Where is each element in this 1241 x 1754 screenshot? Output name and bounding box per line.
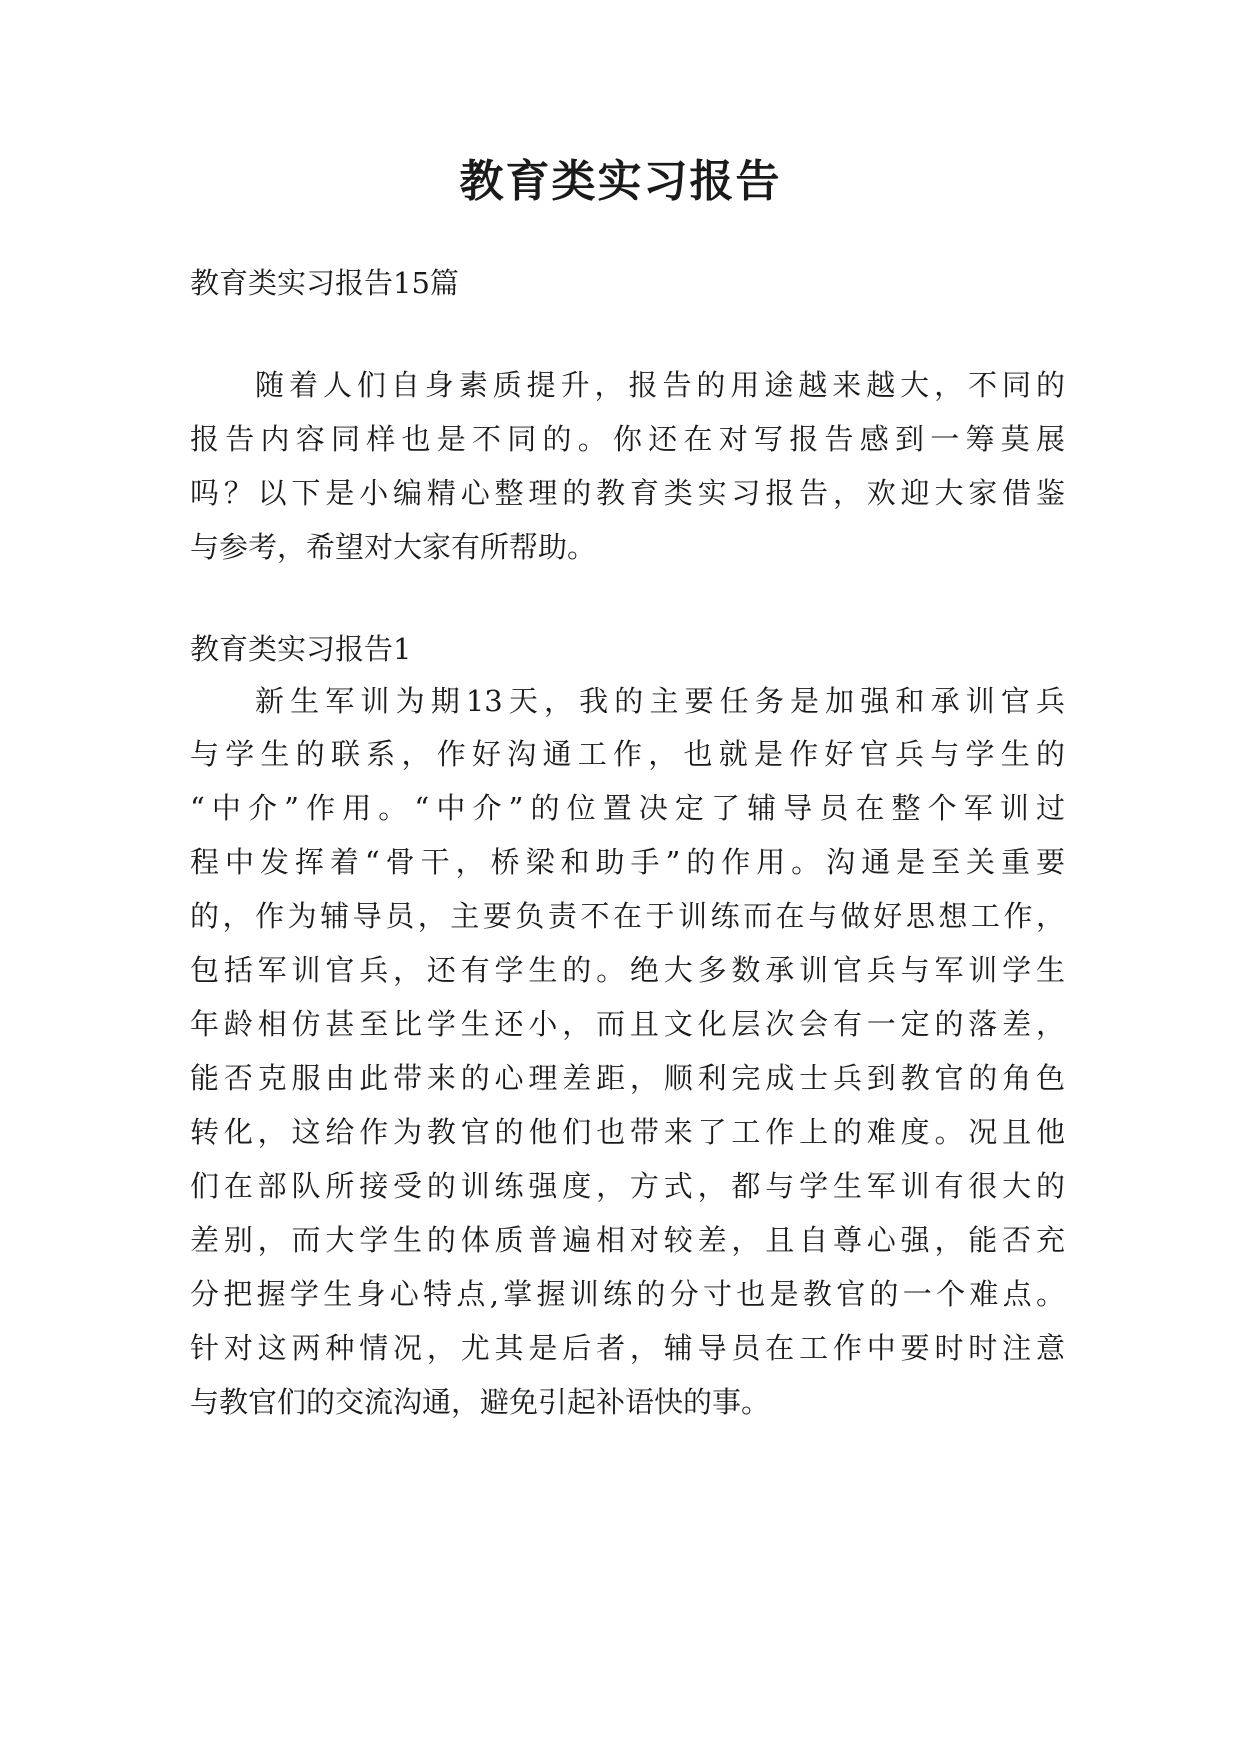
- body-line: 的，作为辅导员，主要负责不在于训练而在与做好思想工作，: [190, 899, 1065, 933]
- section-heading: 教育类实习报告1: [190, 632, 412, 666]
- body-line: 能否克服由此带来的心理差距，顺利完成士兵到教官的角色: [190, 1061, 1065, 1095]
- body-line: 包括军训官兵，还有学生的。绝大多数承训官兵与军训学生: [190, 953, 1065, 987]
- intro-line: 吗？以下是小编精心整理的教育类实习报告，欢迎大家借鉴: [190, 476, 1065, 510]
- intro-line: 报告内容同样也是不同的。你还在对写报告感到一筹莫展: [190, 422, 1065, 456]
- body-line: 年龄相仿甚至比学生还小，而且文化层次会有一定的落差，: [190, 1007, 1065, 1041]
- intro-line: 与参考，希望对大家有所帮助。: [190, 530, 597, 564]
- body-line: 转化，这给作为教官的他们也带来了工作上的难度。况且他: [190, 1115, 1065, 1149]
- document-title: 教育类实习报告: [459, 156, 782, 207]
- intro-line: 随着人们自身素质提升，报告的用途越来越大，不同的: [255, 368, 1065, 402]
- body-line: 差别，而大学生的体质普遍相对较差，且自尊心强，能否充: [190, 1223, 1065, 1257]
- body-line: 分把握学生身心特点,掌握训练的分寸也是教官的一个难点。: [190, 1277, 1065, 1311]
- body-line: 新生军训为期13天，我的主要任务是加强和承训官兵: [255, 684, 1065, 718]
- body-line: 与教官们的交流沟通，避免引起补语快的事。: [190, 1385, 771, 1419]
- body-line: “中介”作用。“中介”的位置决定了辅导员在整个军训过: [190, 791, 1065, 825]
- document-subtitle: 教育类实习报告15篇: [190, 266, 459, 300]
- body-line: 们在部队所接受的训练强度，方式，都与学生军训有很大的: [190, 1169, 1065, 1203]
- body-line: 与学生的联系，作好沟通工作，也就是作好官兵与学生的: [190, 737, 1065, 771]
- body-line: 程中发挥着“骨干，桥梁和助手”的作用。沟通是至关重要: [190, 845, 1065, 879]
- body-line: 针对这两种情况，尤其是后者，辅导员在工作中要时时注意: [190, 1331, 1065, 1365]
